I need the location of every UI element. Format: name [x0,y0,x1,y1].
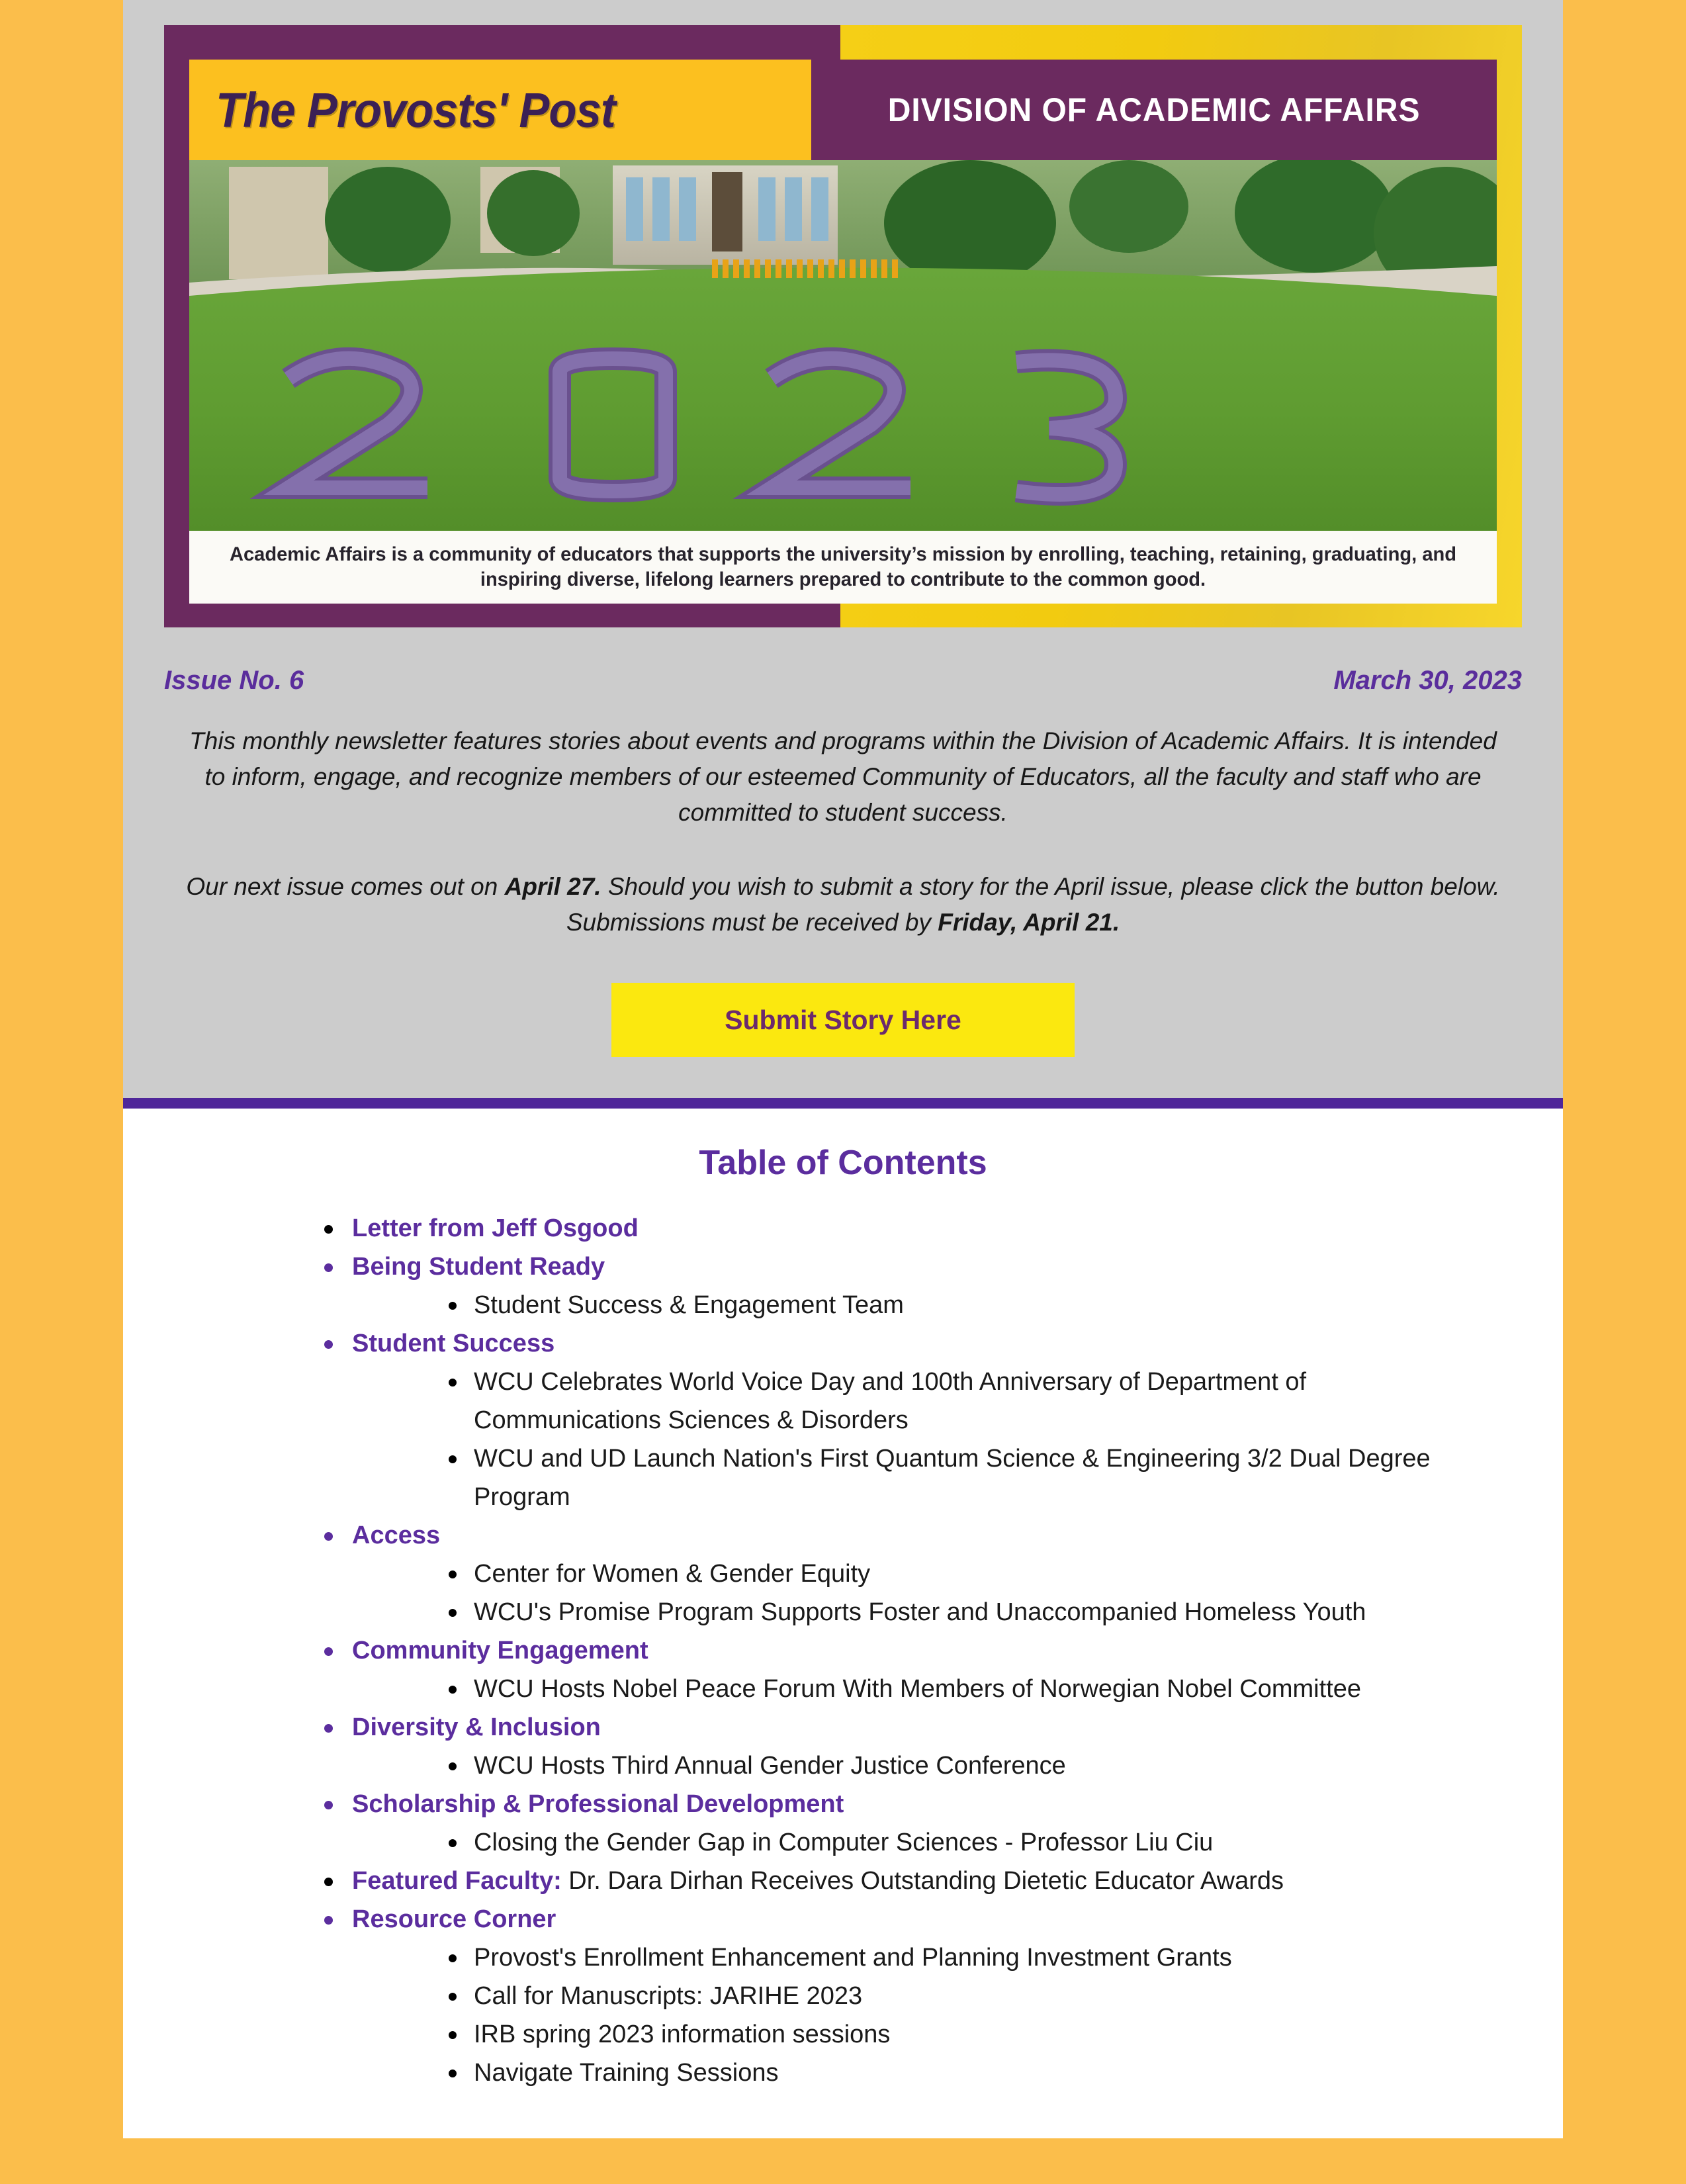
toc-subitem[interactable]: WCU and UD Launch Nation's First Quantum Science & Engineering 3/2 Dual Degree Program [445,1439,1484,1516]
toc-item-label: Student Success [352,1330,555,1357]
issue-meta-row [123,627,1563,696]
toc-item[interactable] [322,1248,1484,1324]
toc-item[interactable] [322,1708,1484,1785]
toc-item[interactable] [322,1209,1484,1248]
toc-item[interactable] [322,1900,1484,2092]
intro-section [123,696,1563,940]
toc-subitem[interactable]: Navigate Training Sessions [445,2054,1484,2092]
intro-paragraph-1: This monthly newsletter features stories about events and programs within the Division of Academic Affairs. It is intended to inform, engage, and recognize members of our esteemed Community of Educators, all the faculty and staff who are committed to student success. [189,727,1497,826]
banner-container [123,0,1563,627]
section-divider [123,1098,1563,1109]
table-of-contents-section [123,1109,1563,2138]
toc-item[interactable] [322,1516,1484,1631]
submit-button-row [123,940,1563,1098]
newsletter-content-column [123,0,1563,2138]
intro-p2-part2: Should you wish to submit a story for the April issue, please click the button below. Submissions must be received by [566,873,1500,936]
banner-caption-text: Academic Affairs is a community of educators that supports the university’s mission by enrolling, teaching, retaining, graduating, and inspiring diverse, lifelong learners prepared to contribute to the common good. [229,543,1457,590]
toc-sublist [352,1747,1484,1785]
toc-item[interactable] [322,1862,1484,1900]
toc-sublist [352,1823,1484,1862]
table-of-contents-heading: Table of Contents [699,1144,987,1182]
campus-aerial-photo [189,160,1497,531]
banner-title-block [189,60,811,160]
toc-subitem[interactable]: Call for Manuscripts: JARIHE 2023 [445,1977,1484,2015]
toc-item-label: Letter from Jeff Osgood [352,1214,639,1242]
toc-subitem[interactable]: Student Success & Engagement Team [445,1286,1484,1324]
campus-photo-illustration [189,160,1497,531]
toc-item-label: Resource Corner [352,1905,556,1933]
banner-title: The Provosts' Post [216,82,615,138]
toc-item-label: Scholarship & Professional Development [352,1790,844,1818]
toc-item[interactable] [322,1324,1484,1516]
toc-item-label: Diversity & Inclusion [352,1713,601,1741]
banner-caption [189,531,1497,604]
toc-sublist [352,1286,1484,1324]
toc-subitem[interactable]: Center for Women & Gender Equity [445,1555,1484,1593]
intro-paragraph-2 [184,869,1502,940]
toc-subitem[interactable]: WCU Hosts Nobel Peace Forum With Members of Norwegian Nobel Committee [445,1670,1484,1708]
intro-p2-bold-deadline: Friday, April 21. [938,909,1120,936]
toc-sublist [352,1555,1484,1631]
toc-sublist [352,1938,1484,2092]
banner-subtitle: DIVISION OF ACADEMIC AFFAIRS [887,91,1421,128]
issue-number: Issue No. 6 [164,666,304,695]
toc-item-label: Community Engagement [352,1637,648,1664]
toc-item-label-tail: Dr. Dara Dirhan Receives Outstanding Dietetic Educator Awards [561,1867,1284,1895]
intro-p2-bold-date: April 27. [504,873,601,900]
intro-p2-part1: Our next issue comes out on [186,873,505,900]
toc-subitem[interactable]: IRB spring 2023 information sessions [445,2015,1484,2054]
banner-subtitle-block [811,60,1497,160]
banner-title-row [189,60,1497,160]
toc-item[interactable] [322,1631,1484,1708]
toc-sublist [352,1670,1484,1708]
toc-subitem[interactable]: WCU Celebrates World Voice Day and 100th Anniversary of Department of Communications Sciences & Disorders [445,1363,1484,1439]
toc-item-label: Being Student Ready [352,1253,605,1281]
newsletter-banner [164,25,1522,627]
toc-item-label: Access [352,1522,441,1549]
toc-subitem[interactable]: WCU's Promise Program Supports Foster and Unaccompanied Homeless Youth [445,1593,1484,1631]
toc-item[interactable] [322,1785,1484,1862]
toc-item-label: Featured Faculty: [352,1867,562,1895]
toc-subitem[interactable]: Provost's Enrollment Enhancement and Planning Investment Grants [445,1938,1484,1977]
toc-subitem[interactable]: WCU Hosts Third Annual Gender Justice Conference [445,1747,1484,1785]
table-of-contents-list [123,1209,1563,2092]
toc-subitem[interactable]: Closing the Gender Gap in Computer Sciences - Professor Liu Ciu [445,1823,1484,1862]
toc-sublist [352,1363,1484,1516]
submit-story-button[interactable]: Submit Story Here [611,983,1075,1057]
issue-date: March 30, 2023 [1333,666,1522,695]
